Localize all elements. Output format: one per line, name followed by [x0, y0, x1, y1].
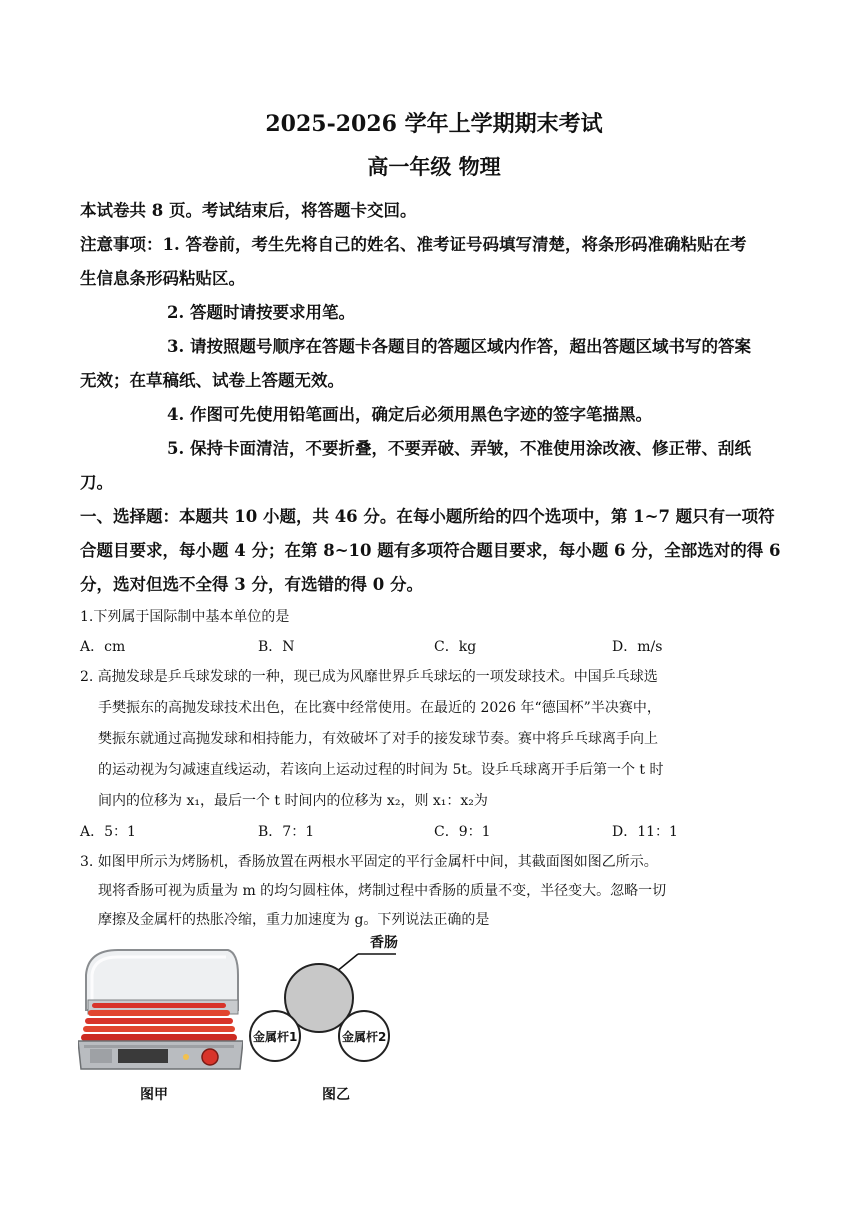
q2-line-2: 手樊振东的高抛发球技术出色，在比赛中经常使用。在最近的 2026 年“德国杯”半决赛中， [98, 700, 661, 716]
q2-line-5: 间内的位移为 x₁，最后一个 t 时间内的位移为 x₂，则 x₁：x₂为 [98, 793, 488, 809]
q2-option-a: A．5：1 [80, 824, 136, 840]
notice-5a: 5. 保持卡面清洁，不要折叠，不要弄破、弄皱，不准使用涂改液、修正带、刮纸 [167, 439, 751, 458]
notice-4: 4. 作图可先使用铅笔画出，确定后必须用黑色字迹的签字笔描黑。 [167, 405, 652, 424]
section1-line-2: 合题目要求，每小题 4 分；在第 8~10 题有多项符合题目要求，每小题 6 分，全部选对的得 6 [80, 541, 781, 560]
figure-a-roller-machine [78, 945, 243, 1075]
q1-option-c: C．kg [434, 639, 477, 655]
q2-line-1: 2. 高抛发球是乒乓球发球的一种，现已成为风靡世界乒乓球坛的一项发球技术。中国乒乓球选 [80, 669, 658, 685]
section1-line-1: 一、选择题：本题共 10 小题，共 46 分。在每小题所给的四个选项中，第 1~7 题只有一项符 [80, 507, 775, 526]
section1-line-3: 分，选对但选不全得 3 分，有选错的得 0 分。 [80, 575, 423, 594]
knob-icon [202, 1049, 218, 1065]
notice-label: 注意事项： [80, 235, 163, 254]
q1-option-b: B．N [258, 639, 295, 655]
q1-stem: 1.下列属于国际制中基本单位的是 [80, 609, 290, 625]
q3-line-1: 3. 如图甲所示为烤肠机，香肠放置在两根水平固定的平行金属杆中间，其截面图如图乙所示。 [80, 854, 658, 870]
rod-1-label: 金属杆1 [253, 1030, 298, 1044]
q2-option-d: D．11：1 [612, 824, 678, 840]
notice-3b: 无效；在草稿纸、试卷上答题无效。 [80, 371, 344, 390]
q2-option-c: C．9：1 [434, 824, 491, 840]
exam-title: 2025-2026 学年上学期期末考试 [265, 111, 603, 137]
q2-line-4: 的运动视为匀减速直线运动，若该向上运动过程的时间为 5t。设乒乓球离开手后第一个 t 时 [98, 762, 664, 778]
notice-line-1a [80, 231, 746, 255]
notice-1b: 生信息条形码粘贴区。 [80, 269, 245, 288]
notice-5b: 刀。 [80, 473, 113, 492]
q2-option-b: B．7：1 [258, 824, 315, 840]
exam-subtitle: 高一年级 物理 [367, 154, 501, 179]
notice-1a: 1. 答卷前，考生先将自己的姓名、准考证号码填写清楚，将条形码准确粘贴在考 [162, 235, 747, 254]
intro-line: 本试卷共 8 页。考试结束后，将答题卡交回。 [80, 201, 417, 220]
sausage-label: 香肠 [370, 935, 398, 951]
figure-b-caption: 图乙 [322, 1087, 350, 1103]
figure-b-cross-section [246, 930, 396, 1080]
q1-option-a: A．cm [80, 639, 126, 655]
notice-3a: 3. 请按照题号顺序在答题卡各题目的答题区域内作答，超出答题区域书写的答案 [167, 337, 751, 356]
q2-line-3: 樊振东就通过高抛发球和相持能力，有效破坏了对手的接发球节奏。赛中将乒乓球离手向上 [98, 731, 658, 747]
figure-a-caption: 图甲 [140, 1087, 168, 1103]
q1-option-d: D．m/s [612, 639, 663, 655]
rod-2-label: 金属杆2 [342, 1030, 387, 1044]
q3-line-3: 摩擦及金属杆的热胀冷缩，重力加速度为 g。下列说法正确的是 [98, 912, 490, 928]
notice-2: 2. 答题时请按要求用笔。 [167, 303, 355, 322]
q3-line-2: 现将香肠可视为质量为 m 的均匀圆柱体，烤制过程中香肠的质量不变，半径变大。忽略一切 [98, 883, 667, 899]
sausage-pointer-line [336, 954, 358, 972]
